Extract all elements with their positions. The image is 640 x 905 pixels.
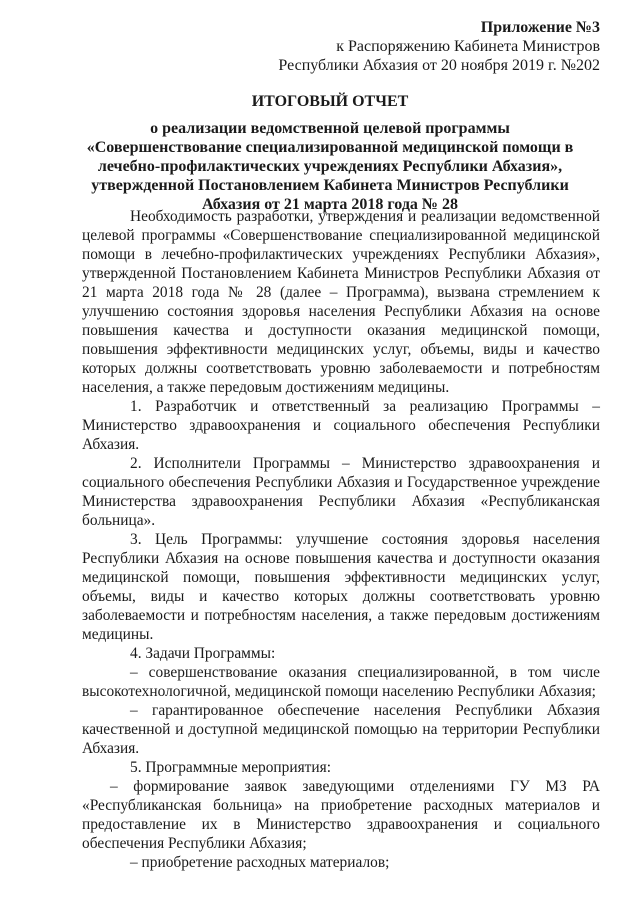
item-developer: 1. Разработчик и ответственный за реализацию Программы – Министерство здравоохранения и социального обеспечения Республики Абхазия. (82, 398, 600, 453)
measure-item-2: – приобретение расходных материалов; (130, 854, 390, 871)
report-title: ИТОГОВЫЙ ОТЧЕТ (251, 93, 409, 110)
report-heading (80, 92, 580, 214)
task-item-1: – совершенствование оказания специализированной, в том числе высокотехнологичной, медицинской помощи населению Республики Абхазия; (82, 664, 600, 700)
item-tasks: 4. Задачи Программы: (130, 645, 276, 662)
report-body (82, 207, 600, 872)
task-item-2: – гарантированное обеспечение населения Республики Абхазия качественной и доступной медицинской помощью на территории Республики Абхазия. (82, 702, 600, 757)
measure-item-1: – формирование заявок заведующими отделениями ГУ МЗ РА «Республиканская больница» на приобретение расходных материалов и предоставление их в Министерство здравоохранения и социального обеспечения Республики Абхазия; (82, 778, 600, 852)
appendix-block (278, 18, 600, 75)
appendix-line-2: Республики Абхазия от 20 ноября 2019 г. №202 (278, 57, 600, 74)
item-goal: 3. Цель Программы: улучшение состояния здоровья населения Республики Абхазия на основе повышения качества и доступности оказания медицинской помощи, повышения эффективности медицинских услуг, объемы, виды и качество которых должны соответствовать уровню заболеваемости и потребностям населения, а также передовым достижениям медицины. (82, 531, 600, 643)
item-executors: 2. Исполнители Программы – Министерство здравоохранения и социального обеспечения Республики Абхазия и Государственное учреждение Министерства здравоохранения Республики Абхазия «Республиканская больница». (82, 455, 600, 529)
report-subtitle: о реализации ведомственной целевой программы «Совершенствование специализированной медицинской помощи в лечебно-профилактических учреждениях Республики Абхазия», утвержденной Постановлением Кабинета Министров Республики Абхазия от 21 марта 2018 года № 28 (86, 120, 574, 213)
item-measures: 5. Программные мероприятия: (130, 759, 331, 776)
intro-paragraph: Необходимость разработки, утверждения и реализации ведомственной целевой программы «Совершенствование специализированной медицинской помощи в лечебно-профилактических учреждениях Республики Абхазия», утвержденной Постановлением Кабинета Министров Республики Абхазия от 21 марта 2018 года № 28 (далее – Программа), вызвана стремлением к улучшению состояния здоровья населения Республики Абхазия на основе повышения качества и доступности оказания медицинской помощи, повышения эффективности медицинских услуг, объемы, виды и качество которых должны соответствовать уровню заболеваемости и потребностям населения, а также передовым достижениям медицины. (82, 208, 600, 396)
appendix-line-1: к Распоряжению Кабинета Министров (336, 38, 600, 55)
appendix-title: Приложение №3 (480, 19, 600, 36)
